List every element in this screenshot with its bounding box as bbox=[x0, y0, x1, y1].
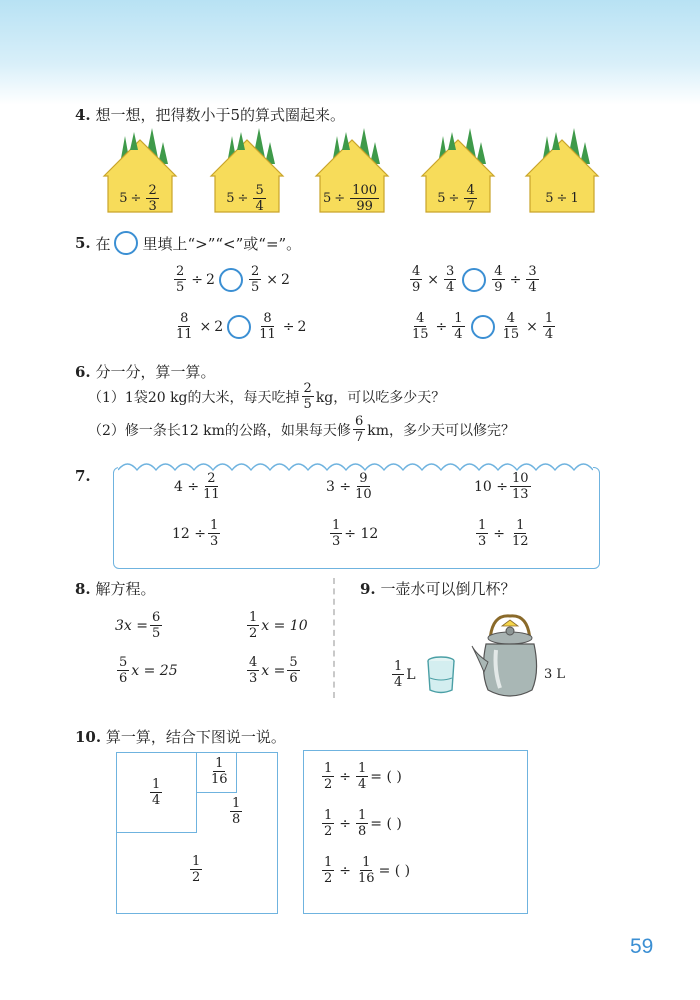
kettle-icon bbox=[470, 610, 550, 702]
q7-item: $\frac{1}{3}$ ÷ $\frac{1}{12}$ bbox=[478, 518, 529, 549]
house-card[interactable] bbox=[312, 128, 392, 228]
q6-problem-2: （2）修一条长12 km的公路，如果每天修 $\frac{6}{7}$ km，多少天可以修完？ bbox=[88, 414, 515, 445]
q8-heading: 8. 解方程。 bbox=[75, 580, 156, 598]
q8-equation-2: $\frac{1}{2}$ x = 10 bbox=[249, 610, 308, 641]
house-expression: 5 ÷ 1 bbox=[545, 190, 579, 206]
house-card[interactable] bbox=[100, 128, 180, 228]
label-quarter: $\frac{1}{4}$ bbox=[152, 777, 161, 808]
column-divider bbox=[333, 578, 335, 698]
house-expression: 5 ÷ $\frac{2}{3}$ bbox=[119, 182, 157, 214]
kettle-capacity-label: 3 L bbox=[544, 667, 566, 682]
q6-problem-1: （1）1袋20 kg的大米，每天吃掉 $\frac{2}{5}$ kg，可以吃多少天？ bbox=[88, 381, 446, 412]
q5-right-row-1: $\frac{4}{9}$ × $\frac{3}{4}$ $\frac{4}{9}$ ÷ $\frac{3}{4}$ bbox=[412, 264, 537, 295]
calc-row-2: $\frac{1}{2}$ ÷ $\frac{1}{8}$ = ( ) bbox=[324, 808, 402, 839]
page-number: 59 bbox=[630, 935, 654, 958]
q9-heading: 9. 一壶水可以倒几杯？ bbox=[360, 580, 516, 598]
q5-left-row-2: $\frac{8}{11}$ × 2 $\frac{8}{11}$ ÷ 2 bbox=[176, 311, 307, 342]
q5-heading: 5. 在 里填上“>”“<”或“=”。 bbox=[75, 231, 301, 255]
answer-circle bbox=[114, 231, 138, 255]
house-card[interactable] bbox=[522, 128, 602, 228]
compare-circle[interactable] bbox=[462, 268, 486, 292]
house-card[interactable] bbox=[418, 128, 498, 228]
compare-circle[interactable] bbox=[227, 315, 251, 339]
q5-right-row-2: $\frac{4}{15}$ ÷ $\frac{1}{4}$ $\frac{4}{15}$ × $\frac{1}{4}$ bbox=[412, 311, 554, 342]
house-expression: 5 ÷ $\frac{5}{4}$ bbox=[226, 182, 264, 214]
house-expression: 5 ÷ $\frac{4}{7}$ bbox=[437, 182, 475, 214]
q7-item: 10 ÷ $\frac{10}{13}$ bbox=[474, 471, 529, 502]
compare-circle[interactable] bbox=[471, 315, 495, 339]
q7-heading: 7. bbox=[75, 467, 91, 485]
label-half: $\frac{1}{2}$ bbox=[192, 854, 201, 885]
q7-scallop-border bbox=[118, 458, 593, 472]
header-band bbox=[0, 0, 700, 105]
label-eighth: $\frac{1}{8}$ bbox=[232, 796, 241, 827]
label-sixteenth: $\frac{1}{16}$ bbox=[211, 756, 228, 787]
cup-label: $\frac{1}{4}$ L bbox=[394, 659, 416, 690]
calc-row-3: $\frac{1}{2}$ ÷ $\frac{1}{16}$ = ( ) bbox=[324, 855, 411, 886]
q7-item: $\frac{1}{3}$ ÷ 12 bbox=[332, 518, 379, 549]
house-card[interactable] bbox=[207, 128, 287, 228]
q6-heading: 6. 分一分，算一算。 bbox=[75, 363, 216, 381]
glass-cup-icon bbox=[424, 656, 458, 696]
house-expression: 5 ÷ $\frac{100}{99}$ bbox=[322, 182, 377, 214]
q8-equation-1: 3x = $\frac{6}{5}$ bbox=[115, 610, 161, 641]
q7-item: 3 ÷ $\frac{9}{10}$ bbox=[326, 471, 372, 502]
q7-item: 4 ÷ $\frac{2}{11}$ bbox=[174, 471, 220, 502]
q8-equation-3: $\frac{5}{6}$ x = 25 bbox=[119, 655, 178, 686]
q4-heading: 4. 想一想，把得数小于5的算式圈起来。 bbox=[75, 106, 345, 124]
calc-row-1: $\frac{1}{2}$ ÷ $\frac{1}{4}$ = ( ) bbox=[324, 761, 402, 792]
q7-item: 12 ÷ $\frac{1}{3}$ bbox=[172, 518, 219, 549]
q10-heading: 10. 算一算，结合下图说一说。 bbox=[75, 728, 286, 746]
q8-equation-4: $\frac{4}{3}$ x = $\frac{5}{6}$ bbox=[249, 655, 298, 686]
q5-left-row-1: $\frac{2}{5}$ ÷ 2 $\frac{2}{5}$ × 2 bbox=[176, 264, 290, 295]
compare-circle[interactable] bbox=[219, 268, 243, 292]
